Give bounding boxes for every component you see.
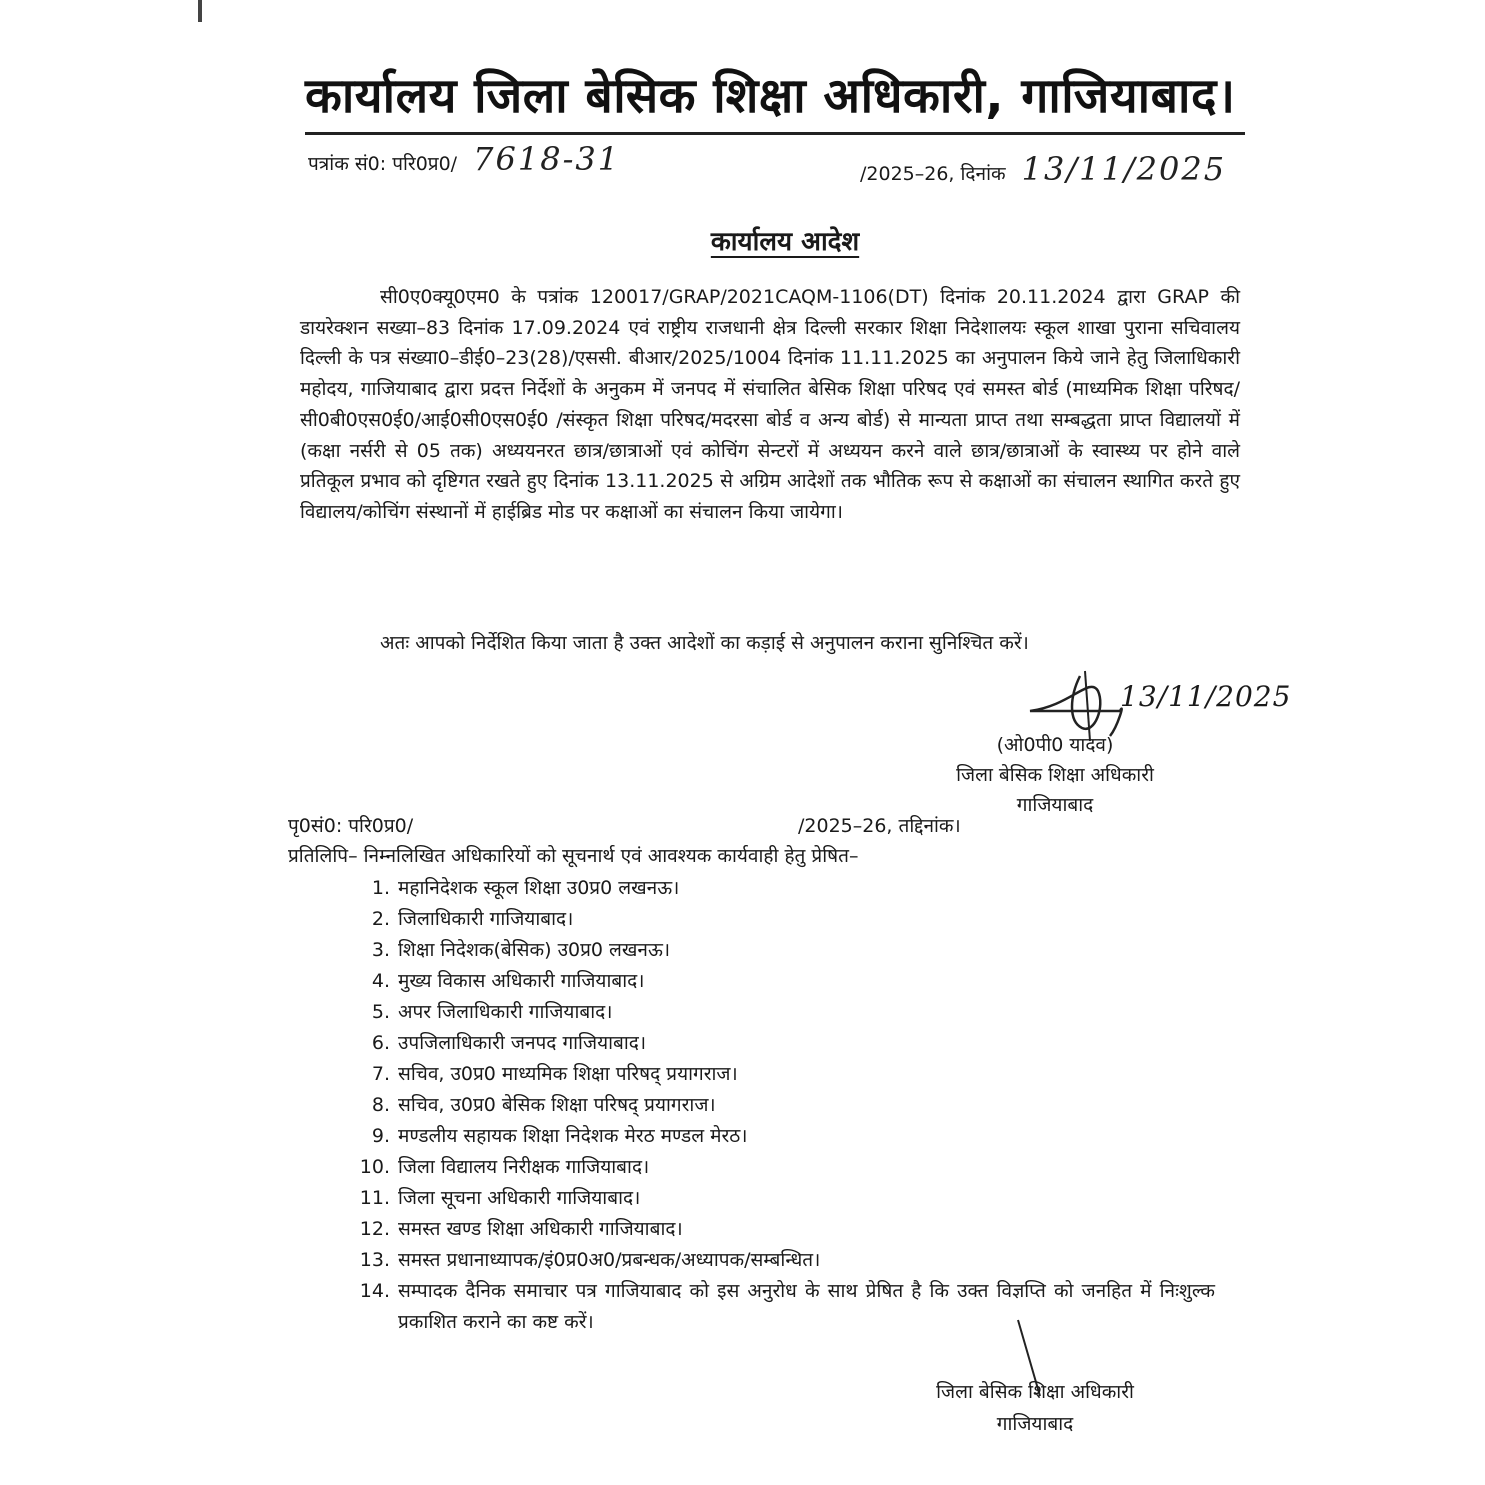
copy-reference-label: पृ0सं0: परि0प्र0/ [288,815,414,837]
letter-date-handwritten: 13/11/2025 [1021,150,1227,188]
letter-number-handwritten: 7618-31 [473,140,621,178]
copy-reference [288,812,1288,838]
list-item: 5. अपर जिलाधिकारी गाजियाबाद। [371,1001,613,1023]
list-item: 7. सचिव, उ0प्र0 माध्यमिक शिक्षा परिषद् प्रयागराज। [371,1063,738,1085]
letter-date [860,150,1226,188]
footer-signature-block [880,1376,1190,1440]
copy-reference-date: /2025–26, तद्दिनांक। [798,815,961,837]
signatory-name: (ओ0पी0 यादव) [996,734,1114,756]
recipient-list [345,873,1215,1338]
list-item: 3. शिक्षा निदेशक(बेसिक) उ0प्र0 लखनऊ। [371,939,671,961]
signatory-district: गाजियाबाद [1016,794,1094,816]
signatory-designation: जिला बेसिक शिक्षा अधिकारी [956,764,1154,786]
footer-district: गाजियाबाद [996,1413,1074,1435]
office-heading: कार्यालय जिला बेसिक शिक्षा अधिकारी, गाजियाबाद। [305,62,1245,135]
list-item: 8. सचिव, उ0प्र0 बेसिक शिक्षा परिषद् प्रयागराज। [371,1094,716,1116]
list-item: 14. सम्पादक दैनिक समाचार पत्र गाजियाबाद को इस अनुरोध के साथ प्रेषित है कि उक्त विज्ञप्ति को जनहित में निःशुल्क प्रकाशित कराने का कष्ट करें। [359,1280,1215,1333]
order-title: कार्यालय आदेश [710,227,860,257]
list-item: 4. मुख्य विकास अधिकारी गाजियाबाद। [371,970,645,992]
list-item: 13. समस्त प्रधानाध्यापक/इं0प्र0अ0/प्रबन्धक/अध्यापक/सम्बन्धित। [359,1249,821,1271]
scan-edge-mark [198,0,202,22]
copy-intro: प्रतिलिपि– निम्नलिखित अधिकारियों को सूचनार्थ एवं आवश्यक कार्यवाही हेतु प्रेषित– [288,845,859,867]
order-paragraph-2: अतः आपको निर्देशित किया जाता है उक्त आदेशों का कड़ाई से अनुपालन कराना सुनिश्चित करें। [380,632,1029,654]
signature-block [905,730,1205,820]
list-item: 6. उपजिलाधिकारी जनपद गाजियाबाद। [371,1032,647,1054]
list-item: 11. जिला सूचना अधिकारी गाजियाबाद। [359,1187,641,1209]
letter-number-label: पत्रांक सं0: परि0प्र0/ [308,153,458,175]
list-item: 12. समस्त खण्ड शिक्षा अधिकारी गाजियाबाद। [359,1218,683,1240]
order-paragraph-1: सी0ए0क्यू0एम0 के पत्रांक 120017/GRAP/2021CAQM-1106(DT) दिनांक 20.11.2024 द्वारा GRAP की डायरेक्शन सख्या–83 दिनांक 17.09.2024 एवं राष्ट्रीय राजधानी क्षेत्र दिल्ली सरकार शिक्षा निदेशालयः स्कूल शाखा पुराना सचिवालय दिल्ली के पत्र संख्या0–डीई0–23(28)/एससी. बीआर/2025/1004 दिनांक 11.11.2025 का अनुपालन किये जाने हेतु जिलाधिकारी महोदय, गाजियाबाद द्वारा प्रदत्त निर्देशों के अनुकम में जनपद में संचालित बेसिक शिक्षा परिषद एवं समस्त बोर्ड (माध्यमिक शिक्षा परिषद/सी0बी0एस0ई0/आई0सी0एस0ई0 /संस्कृत शिक्षा परिषद/मदरसा बोर्ड व अन्य बोर्ड) से मान्यता प्राप्त तथा सम्बद्धता प्राप्त विद्यालयों में (कक्षा नर्सरी से 05 तक) अध्ययनरत छात्र/छात्राओं एवं कोचिंग सेन्टरों में अध्ययन करने वाले छात्र/छात्राओं के स्वास्थ्य पर होने वाले प्रतिकूल प्रभाव को दृष्टिगत रखते हुए दिनांक 13.11.2025 से अग्रिम आदेशों तक भौतिक रूप से कक्षाओं का संचालन स्थागित करते हुए विद्यालय/कोचिंग संस्थानों में हाईब्रिड मोड पर कक्षाओं का संचालन किया जायेगा। [300,286,1240,523]
list-item: 2. जिलाधिकारी गाजियाबाद। [371,908,574,930]
list-item: 10. जिला विद्यालय निरीक्षक गाजियाबाद। [359,1156,650,1178]
footer-designation: जिला बेसिक शिक्षा अधिकारी [936,1381,1134,1403]
letter-number [308,140,620,178]
letter-date-label: /2025–26, दिनांक [860,163,1006,185]
list-item: 9. मण्डलीय सहायक शिक्षा निदेशक मेरठ मण्डल मेरठ। [371,1125,748,1147]
signature-date-handwritten: 13/11/2025 [1120,680,1292,713]
list-item: 1. महानिदेशक स्कूल शिक्षा उ0प्र0 लखनऊ। [371,877,680,899]
